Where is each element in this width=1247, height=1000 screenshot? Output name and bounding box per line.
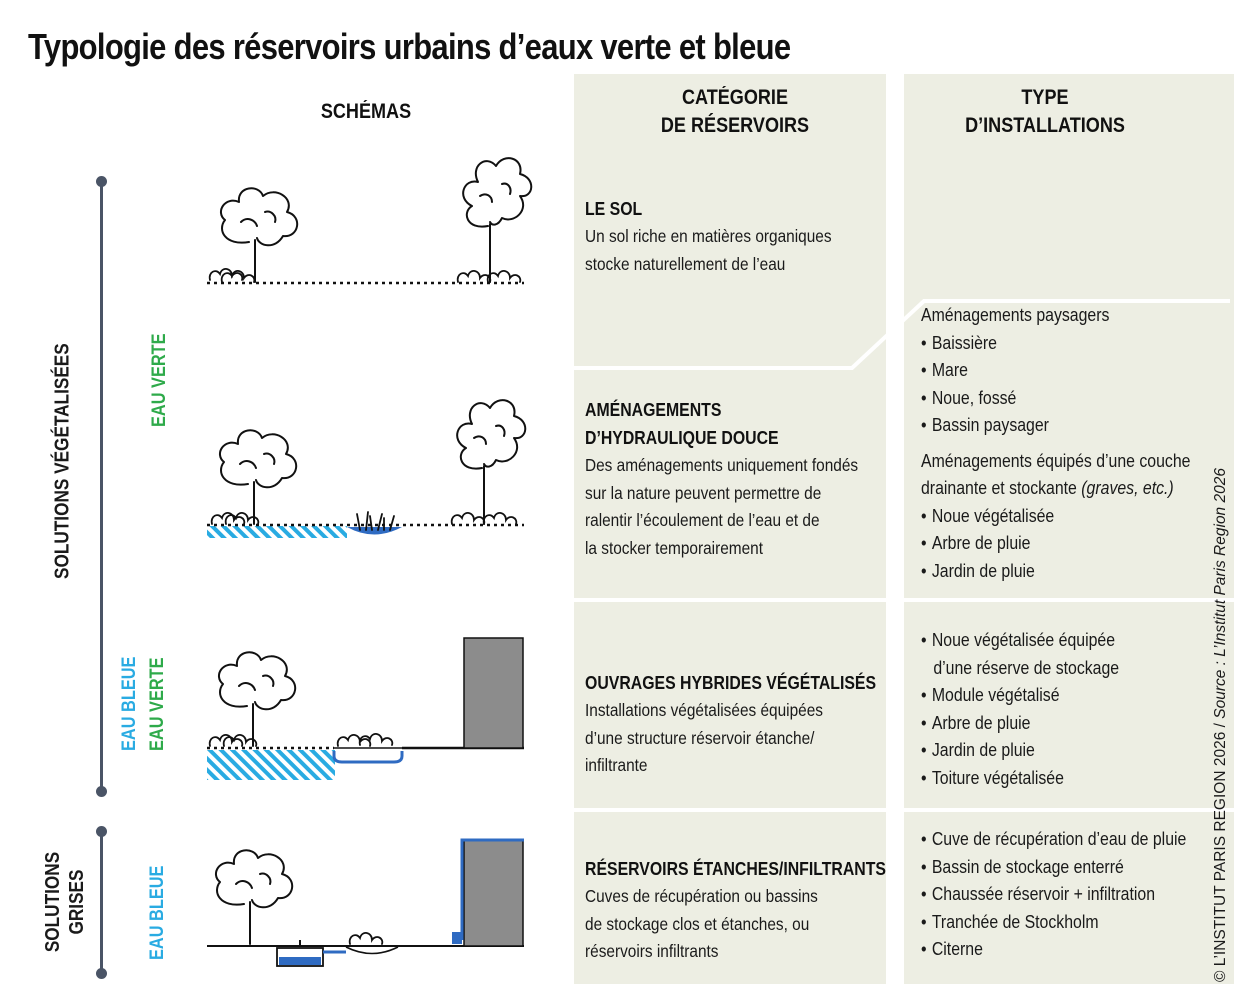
categorie-header: CATÉGORIE DE RÉSERVOIRS bbox=[660, 86, 810, 137]
eau-bleue-label-3: EAU BLEUE bbox=[147, 865, 168, 960]
group-vegetal-label: SOLUTIONS VÉGÉTALISÉES bbox=[51, 343, 74, 579]
schema-etanches bbox=[207, 840, 524, 966]
schema-hybride bbox=[207, 638, 524, 780]
category-hybrides: OUVRAGES HYBRIDES VÉGÉTALISÉS Installations végétalisées équipées d’une structure réservoir étanche/ infiltrante bbox=[585, 673, 877, 775]
eau-verte-label-2: EAU VERTE bbox=[147, 657, 168, 751]
eau-verte-label-1: EAU VERTE bbox=[149, 333, 170, 427]
schemas-illustration bbox=[0, 0, 570, 1000]
schema-sol bbox=[207, 158, 531, 283]
copyright-note: © L’INSTITUT PARIS REGION 2026 / Source : L’Institut Paris Region 2026 bbox=[1212, 468, 1229, 982]
group-grises-label: SOLUTIONS GRISES bbox=[42, 851, 88, 953]
category-sol: LE SOL Un sol riche en matières organiques stocke naturellement de l’eau bbox=[585, 199, 832, 274]
installations-douce: Aménagements paysagers • Baissière • Mare • Noue, fossé • Bassin paysager Aménagements équipés d’une couche drainante et stockante (graves, etc.) • Noue végétalisée • Arbre de pluie • Jardin de pluie bbox=[921, 302, 1190, 585]
schema-hydraulique-douce bbox=[207, 400, 525, 538]
category-etanches: RÉSERVOIRS ÉTANCHES/INFILTRANTS Cuves de récupération ou bassins de stockage clos et étanches, ou réservoirs infiltrants bbox=[585, 859, 886, 961]
category-hydraulique-douce: AMÉNAGEMENTS D’HYDRAULIQUE DOUCE Des aménagements uniquement fondés sur la nature peuvent permettre de ralentir l’écoulement de l’eau et de la stocker temporairement bbox=[585, 400, 859, 558]
schemas-header: SCHÉMAS bbox=[320, 100, 412, 123]
type-header: TYPE D’INSTALLATIONS bbox=[965, 86, 1125, 137]
installations-hybride: • Noue végétalisée équipée d’une réserve de stockage • Module végétalisé • Arbre de pluie • Jardin de pluie • Toiture végétalisée bbox=[921, 627, 1119, 792]
page-title: Typologie des réservoirs urbains d’eaux verte et bleue bbox=[28, 26, 791, 67]
eau-bleue-label-2: EAU BLEUE bbox=[119, 656, 140, 751]
installations-grises: • Cuve de récupération d’eau de pluie • Bassin de stockage enterré • Chaussée réservoir + infiltration • Tranchée de Stockholm • Citerne bbox=[921, 826, 1186, 964]
